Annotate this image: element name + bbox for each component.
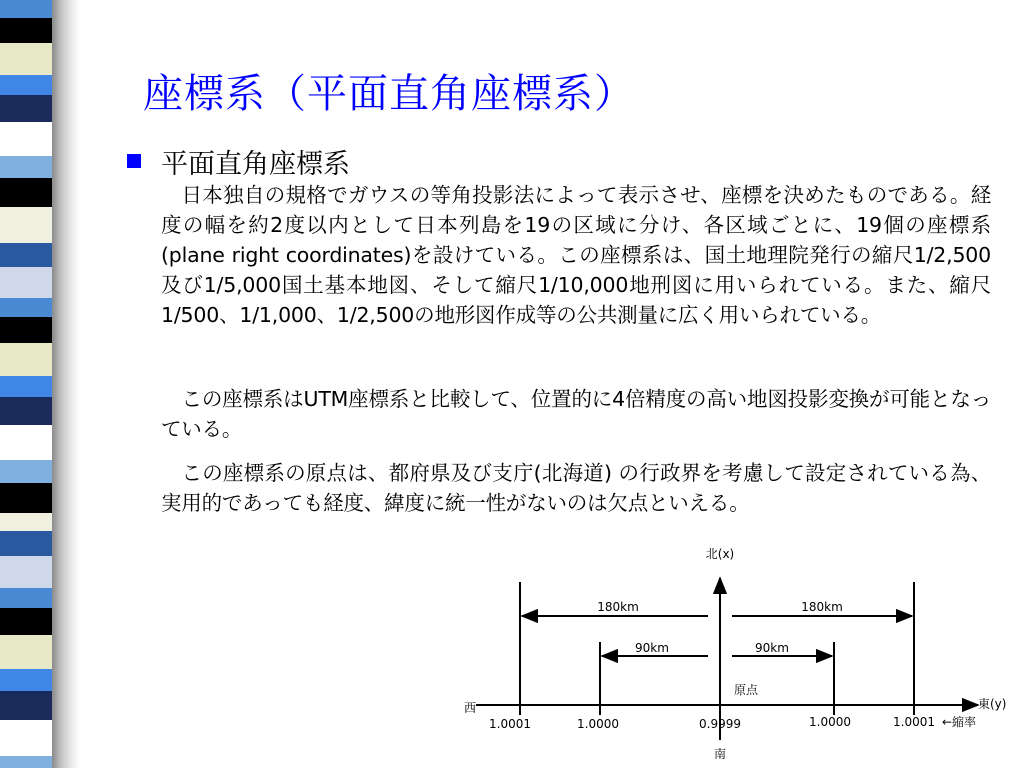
east-label: 東(y) — [978, 697, 1007, 711]
stripe-block — [0, 513, 52, 531]
stripe-block — [0, 298, 52, 317]
stripe-block — [0, 556, 52, 588]
stripe-block — [0, 18, 52, 43]
stripe-shadow — [52, 0, 80, 768]
paragraph-2: この座標系はUTM座標系と比較して、位置的に4倍精度の高い地図投影変換が可能となっている。 — [161, 387, 991, 441]
stripe-block — [0, 588, 52, 608]
stripe-block — [0, 483, 52, 513]
stripe-block — [0, 635, 52, 669]
stripe-block — [0, 669, 52, 691]
section-heading: 平面直角座標系 — [161, 149, 350, 180]
scale-factor-5: 1.0001 — [893, 715, 935, 729]
stripe-block — [0, 531, 52, 556]
south-label: 南 — [713, 747, 727, 761]
stripe-block — [0, 178, 52, 207]
stripe-block — [0, 43, 52, 75]
stripe-block — [0, 756, 52, 768]
stripe-block — [0, 397, 52, 425]
stripe-block — [0, 243, 52, 267]
stripe-block — [0, 0, 52, 18]
west-label: 西 — [464, 701, 477, 715]
coordinate-diagram — [458, 540, 1024, 768]
stripe-block — [0, 343, 52, 376]
stripe-block — [0, 156, 52, 178]
stripe-block — [0, 608, 52, 635]
stripe-block — [0, 317, 52, 343]
scale-factor-2: 1.0000 — [577, 717, 619, 731]
outer-distance-left-label: 180km — [597, 600, 639, 614]
scale-label: ←縮率 — [942, 715, 977, 729]
paragraph-1: 日本独自の規格でガウスの等角投影法によって表示させ、座標を決めたものである。経度の幅を約2度以内として日本列島を19の区域に分け、各区域ごとに、19個の座標系(plane right coordinates)を設けている。この座標系は、国土地理院発行の縮尺1/2,500及び1/5,000国土基本地図、そして縮尺1/10,000地刑図に用いられている。また、縮尺1/500、1/1,000、1/2,500の地形図作成等の公共測量に広く用いられている。 — [161, 183, 991, 327]
origin-label: 原点 — [733, 683, 759, 697]
decorative-stripe — [0, 0, 52, 768]
stripe-block — [0, 460, 52, 483]
stripe-block — [0, 207, 52, 243]
stripe-block — [0, 376, 52, 397]
inner-distance-right-label: 90km — [755, 641, 789, 655]
outer-distance-right-label: 180km — [801, 600, 843, 614]
stripe-block — [0, 691, 52, 720]
inner-distance-left-label: 90km — [635, 641, 669, 655]
north-label: 北(x) — [705, 547, 735, 561]
slide-title: 座標系（平面直角座標系） — [143, 71, 635, 117]
paragraph-3: この座標系の原点は、都府県及び支庁(北海道) の行政界を考慮して設定されている為、実用的であっても経度、緯度に統一性がないのは欠点といえる。 — [161, 461, 991, 515]
bullet-square-icon — [127, 154, 141, 168]
scale-factor-3: 0.9999 — [699, 717, 741, 731]
stripe-block — [0, 95, 52, 122]
stripe-block — [0, 425, 52, 460]
stripe-block — [0, 267, 52, 298]
scale-factor-4: 1.0000 — [809, 715, 851, 729]
stripe-block — [0, 75, 52, 95]
stripe-block — [0, 720, 52, 756]
stripe-block — [0, 122, 52, 156]
scale-factor-1: 1.0001 — [489, 717, 531, 731]
